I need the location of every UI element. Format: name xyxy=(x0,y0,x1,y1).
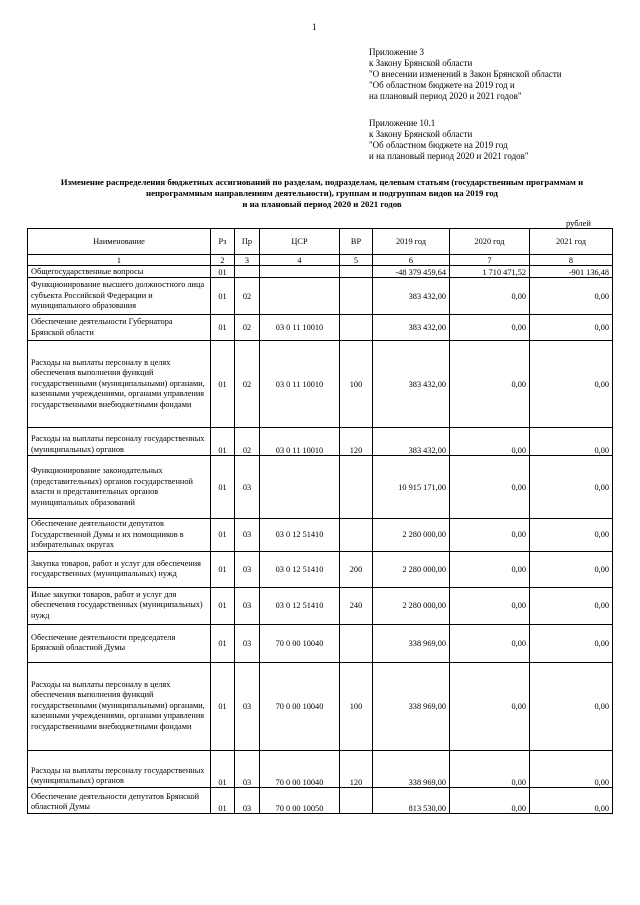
row-vr xyxy=(340,266,373,278)
row-2020: 0,00 xyxy=(450,278,530,315)
row-rz: 01 xyxy=(211,456,235,519)
row-pr: 03 xyxy=(235,519,260,552)
row-2019: 2 280 000,00 xyxy=(373,551,450,587)
row-name: Функционирование высшего должностного лица субъекта Российской Федерации и муниципального образования xyxy=(28,278,211,315)
table-row xyxy=(28,750,613,787)
row-csr: 03 0 12 51410 xyxy=(260,587,340,624)
appendix-line: Приложение 3 xyxy=(369,47,425,57)
row-csr: 03 0 11 10010 xyxy=(260,341,340,428)
row-2021: 0,00 xyxy=(530,551,613,587)
row-2020: 0,00 xyxy=(450,341,530,428)
row-2021: 0,00 xyxy=(530,662,613,750)
row-rz: 01 xyxy=(211,662,235,750)
row-2019: 383 432,00 xyxy=(373,428,450,456)
row-vr: 200 xyxy=(340,551,373,587)
row-2021: 0,00 xyxy=(530,315,613,341)
row-2021: 0,00 xyxy=(530,278,613,315)
row-2021: -901 136,48 xyxy=(530,266,613,278)
page-number: 1 xyxy=(312,22,317,32)
row-pr: 03 xyxy=(235,787,260,813)
row-2019: 10 915 171,00 xyxy=(373,456,450,519)
row-csr xyxy=(260,266,340,278)
row-pr: 02 xyxy=(235,278,260,315)
row-2019: 2 280 000,00 xyxy=(373,519,450,552)
row-name: Обеспечение деятельности депутатов Брянской областной Думы xyxy=(28,787,211,813)
row-rz: 01 xyxy=(211,266,235,278)
column-number: 2 xyxy=(211,255,235,266)
row-2021: 0,00 xyxy=(530,428,613,456)
row-vr xyxy=(340,519,373,552)
row-rz: 01 xyxy=(211,315,235,341)
row-vr: 240 xyxy=(340,587,373,624)
row-2019: 338 969,00 xyxy=(373,624,450,662)
row-csr: 70 0 00 10040 xyxy=(260,624,340,662)
row-2020: 0,00 xyxy=(450,428,530,456)
title-line: Изменение распределения бюджетных ассигнований по разделам, подразделам, целевым статьям (государственным программам и xyxy=(60,177,584,187)
table-row xyxy=(28,315,613,341)
row-2019: 2 280 000,00 xyxy=(373,587,450,624)
row-vr xyxy=(340,787,373,813)
column-number: 3 xyxy=(235,255,260,266)
row-name: Закупка товаров, работ и услуг для обеспечения государственных (муниципальных) нужд xyxy=(28,551,211,587)
row-name: Общегосударственные вопросы xyxy=(28,266,211,278)
row-vr xyxy=(340,278,373,315)
row-name: Расходы на выплаты персоналу в целях обеспечения выполнения функций государственными (муниципальными) органами, казенными учреждениями, органами управления государственными внебюджетными фондами xyxy=(28,662,211,750)
appendix-line: "Об областном бюджете на 2019 год xyxy=(369,140,508,150)
row-name: Обеспечение деятельности Губернатора Брянской области xyxy=(28,315,211,341)
header-name: Наименование xyxy=(28,229,211,255)
row-2019: 338 969,00 xyxy=(373,750,450,787)
row-csr: 70 0 00 10040 xyxy=(260,750,340,787)
row-rz: 01 xyxy=(211,551,235,587)
row-pr: 03 xyxy=(235,551,260,587)
row-2020: 0,00 xyxy=(450,551,530,587)
row-2021: 0,00 xyxy=(530,341,613,428)
row-vr xyxy=(340,315,373,341)
appendix-line: "Об областном бюджете на 2019 год и xyxy=(369,80,515,90)
row-2020: 0,00 xyxy=(450,750,530,787)
row-2019: 383 432,00 xyxy=(373,278,450,315)
header-2020: 2020 год xyxy=(450,229,530,255)
row-2020: 0,00 xyxy=(450,662,530,750)
row-rz: 01 xyxy=(211,587,235,624)
row-name: Функционирование законодательных (представительных) органов государственной власти и представительных органов муниципальных образований xyxy=(28,456,211,519)
row-rz: 01 xyxy=(211,278,235,315)
column-number: 8 xyxy=(530,255,613,266)
row-2021: 0,00 xyxy=(530,587,613,624)
appendix-line: "О внесении изменений в Закон Брянской области xyxy=(369,69,562,79)
title-line: и на плановый период 2020 и 2021 годов xyxy=(242,199,402,209)
row-rz: 01 xyxy=(211,519,235,552)
column-number-row xyxy=(28,255,613,266)
document-title xyxy=(30,177,614,210)
row-2021: 0,00 xyxy=(530,787,613,813)
row-name: Иные закупки товаров, работ и услуг для обеспечения государственных (муниципальных) нужд xyxy=(28,587,211,624)
row-vr: 100 xyxy=(340,341,373,428)
row-2020: 0,00 xyxy=(450,624,530,662)
row-vr: 120 xyxy=(340,428,373,456)
budget-table xyxy=(27,228,613,814)
row-2020: 0,00 xyxy=(450,519,530,552)
column-number: 5 xyxy=(340,255,373,266)
appendix-line: Приложение 10.1 xyxy=(369,118,436,128)
row-pr: 03 xyxy=(235,587,260,624)
row-2020: 1 710 471,52 xyxy=(450,266,530,278)
row-2021: 0,00 xyxy=(530,519,613,552)
row-csr xyxy=(260,456,340,519)
row-2019: 383 432,00 xyxy=(373,315,450,341)
units-label: рублей xyxy=(566,218,591,228)
table-body xyxy=(28,266,613,814)
row-name: Расходы на выплаты персоналу государственных (муниципальных) органов xyxy=(28,428,211,456)
row-pr: 03 xyxy=(235,750,260,787)
row-csr: 03 0 12 51410 xyxy=(260,551,340,587)
row-vr: 100 xyxy=(340,662,373,750)
row-2020: 0,00 xyxy=(450,587,530,624)
row-rz: 01 xyxy=(211,750,235,787)
header-vr: ВР xyxy=(340,229,373,255)
row-name: Обеспечение деятельности председателя Брянской областной Думы xyxy=(28,624,211,662)
row-vr xyxy=(340,624,373,662)
appendix-line: к Закону Брянской области xyxy=(369,58,473,68)
row-csr xyxy=(260,278,340,315)
table-row xyxy=(28,587,613,624)
row-pr: 02 xyxy=(235,428,260,456)
header-csr: ЦСР xyxy=(260,229,340,255)
row-pr: 03 xyxy=(235,456,260,519)
row-2019: 338 969,00 xyxy=(373,662,450,750)
table-row xyxy=(28,456,613,519)
table-row xyxy=(28,428,613,456)
table-row xyxy=(28,662,613,750)
column-number: 7 xyxy=(450,255,530,266)
table-row xyxy=(28,278,613,315)
row-2021: 0,00 xyxy=(530,624,613,662)
row-2020: 0,00 xyxy=(450,456,530,519)
row-name: Расходы на выплаты персоналу государственных (муниципальных) органов xyxy=(28,750,211,787)
appendix-line: и на плановый период 2020 и 2021 годов" xyxy=(369,151,529,161)
appendix-3-header xyxy=(369,47,562,102)
title-line: непрограммным направлениям деятельности), группам и подгруппам видов на 2019 год xyxy=(146,188,498,198)
row-pr: 02 xyxy=(235,341,260,428)
row-2021: 0,00 xyxy=(530,750,613,787)
row-pr xyxy=(235,266,260,278)
row-csr: 70 0 00 10040 xyxy=(260,662,340,750)
row-2020: 0,00 xyxy=(450,787,530,813)
row-rz: 01 xyxy=(211,787,235,813)
appendix-line: к Закону Брянской области xyxy=(369,129,473,139)
row-2019: 813 530,00 xyxy=(373,787,450,813)
table-row xyxy=(28,266,613,278)
row-vr xyxy=(340,456,373,519)
row-pr: 02 xyxy=(235,315,260,341)
row-vr: 120 xyxy=(340,750,373,787)
row-rz: 01 xyxy=(211,428,235,456)
row-2020: 0,00 xyxy=(450,315,530,341)
header-2021: 2021 год xyxy=(530,229,613,255)
row-2019: 383 432,00 xyxy=(373,341,450,428)
row-rz: 01 xyxy=(211,341,235,428)
appendix-line: на плановый период 2020 и 2021 годов" xyxy=(369,91,522,101)
row-csr: 03 0 11 10010 xyxy=(260,315,340,341)
table-row xyxy=(28,519,613,552)
table-row xyxy=(28,341,613,428)
row-csr: 03 0 11 10010 xyxy=(260,428,340,456)
row-2021: 0,00 xyxy=(530,456,613,519)
column-number: 1 xyxy=(28,255,211,266)
row-pr: 03 xyxy=(235,624,260,662)
appendix-10-1-header xyxy=(369,118,529,162)
row-name: Обеспечение деятельности депутатов Государственной Думы и их помощников в избирательных округах xyxy=(28,519,211,552)
row-rz: 01 xyxy=(211,624,235,662)
row-pr: 03 xyxy=(235,662,260,750)
header-2019: 2019 год xyxy=(373,229,450,255)
row-csr: 03 0 12 51410 xyxy=(260,519,340,552)
header-rz: Рз xyxy=(211,229,235,255)
row-csr: 70 0 00 10050 xyxy=(260,787,340,813)
column-number: 4 xyxy=(260,255,340,266)
table-row xyxy=(28,624,613,662)
row-2019: -48 379 459,64 xyxy=(373,266,450,278)
column-number: 6 xyxy=(373,255,450,266)
table-row xyxy=(28,551,613,587)
table-row xyxy=(28,787,613,813)
header-row xyxy=(28,229,613,255)
header-pr: Пр xyxy=(235,229,260,255)
row-name: Расходы на выплаты персоналу в целях обеспечения выполнения функций государственными (муниципальными) органами, казенными учреждениями, органами управления государственными внебюджетными фондами xyxy=(28,341,211,428)
